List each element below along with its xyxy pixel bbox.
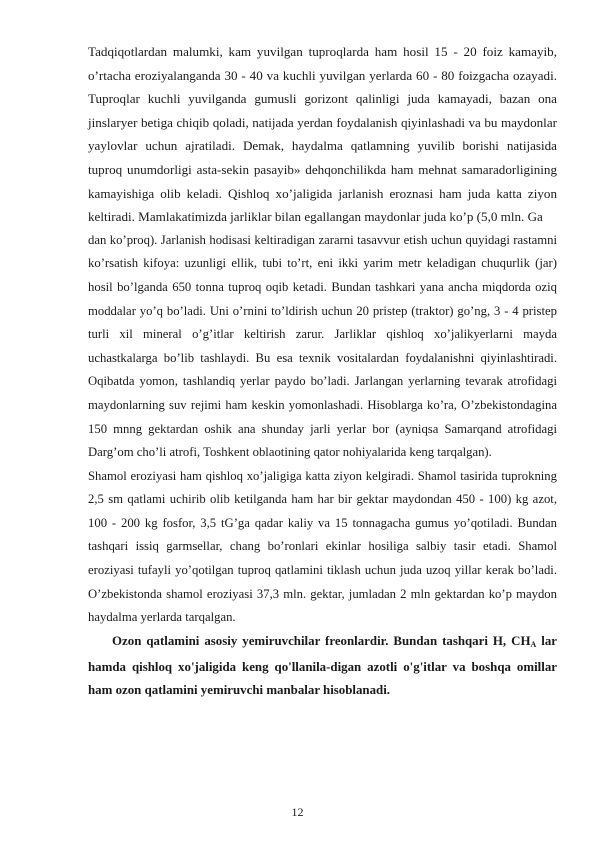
paragraph-wind-erosion: Shamol eroziyasi ham qishloq xo’jaligiga katta ziyon kelgiradi. Shamol tasirida tuprokning 2,5 sm qatlami uchirib olib ketilganda ham har bir gektar maydondan 450 - 100) kg azot, 100 - 200 kg fosfor, 3,5 tG’ga qadar kaliy va 15 tonnagacha gumus yo’qotiladi. Bundan tashqari issiq garmsellar, chang bo’ronlari ekinlar hosiliga salbiy tasir etadi. Shamol eroziyasi tufayli yo’qotilgan tuproq qatlamini tiklash uchun juda uzoq yillar kerak bo’ladi. O’zbekistonda shamol eroziyasi 37,3 mln. gektar, jumladan 2 mln gektardan ko’p maydon haydalma yerlarda tarqalgan. [88,468,557,625]
ozone-text-end: lar hamda qishloq xo'jaligida keng qo'llanila-digan azotli o'g'itlar va boshqa omillar ham ozon qatlamini yemiruvchi manbalar hisoblanadi. [88,633,557,698]
paragraph-erosion-yield-loss: Tadqiqotlardan malumki, kam yuvilgan tuproqlarda ham hosil 15 - 20 foiz kamayib, o’rtacha eroziyalanganda 30 - 40 va kuchli yuvilgan yerlarda 60 - 80 foizgacha ozayadi. Tuproqlar kuchli yuvilganda gumusli gorizont qalinligi juda kamayadi, bazan ona jinslaryer betiga chiqib qoladi, natijada yerdan foydalanish qiyinlashadi va bu maydonlar yaylovlar uchun ajratiladi. Demak, haydalma qatlamning yuvilib borishi natijasida tuproq unumdorligi asta-sekin pasayib» dehqonchilikda ham mehnat samaradorligining kamayishiga olib keladi. Qishloq xo’jaligida jarlanish eroznasi ham juda katta ziyon keltiradi. Mamlakatimizda jarliklar bilan egallangan maydonlar juda ko’p (5,0 mln. Ga [88,44,557,225]
ozone-text-start: Ozon qatlamini asosiy yemiruvchilar freonlardir. Bundan tashqari H, CH [112,633,531,648]
paragraph-ravine-erosion: dan ko’proq). Jarlanish hodisasi keltiradigan zararni tasavvur etish uchun quyidagi rastamni ko’rsatish kifoya: uzunligi ellik, tubi to’rt, eni ikki yarim metr keladigan chuqurlik (jar) hosil bo’lganda 650 tonna tuproq oqib ketadi. Bundan tashkari yana ancha miqdorda oziq moddalar yo’q bo’ladi. Uni o’rnini to’ldirish uchun 20 pristep (traktor) go’ng, 3 - 4 pristep turli xil mineral o’g’itlar keltirish zarur. Jarliklar qishloq xo’jalikyerlarni mayda uchastkalarga bo’lib tashlaydi. Bu esa texnik vositalardan foydalanishni qiyinlashtiradi. Oqibatda yomon, tashlandiq yerlar paydo bo’ladi. Jarlangan yerlarning tevarak atrofidagi maydonlarning suv rejimi ham keskin yomonlashadi. Hisoblarga ko’ra, O’zbekistondagina 150 mnng gektardan oshik ana shunday jarli yerlar bor (ayniqsa Samarqand atrofidagi Darg’om cho’li atrofi, Toshkent oblaotining qator nohiyalarida keng tarqalgan). [88,232,557,460]
page-number: 12 [291,805,304,819]
document-page [88,40,557,702]
ozone-subscript: A [530,639,537,649]
paragraph-ozone-layer [88,630,557,703]
